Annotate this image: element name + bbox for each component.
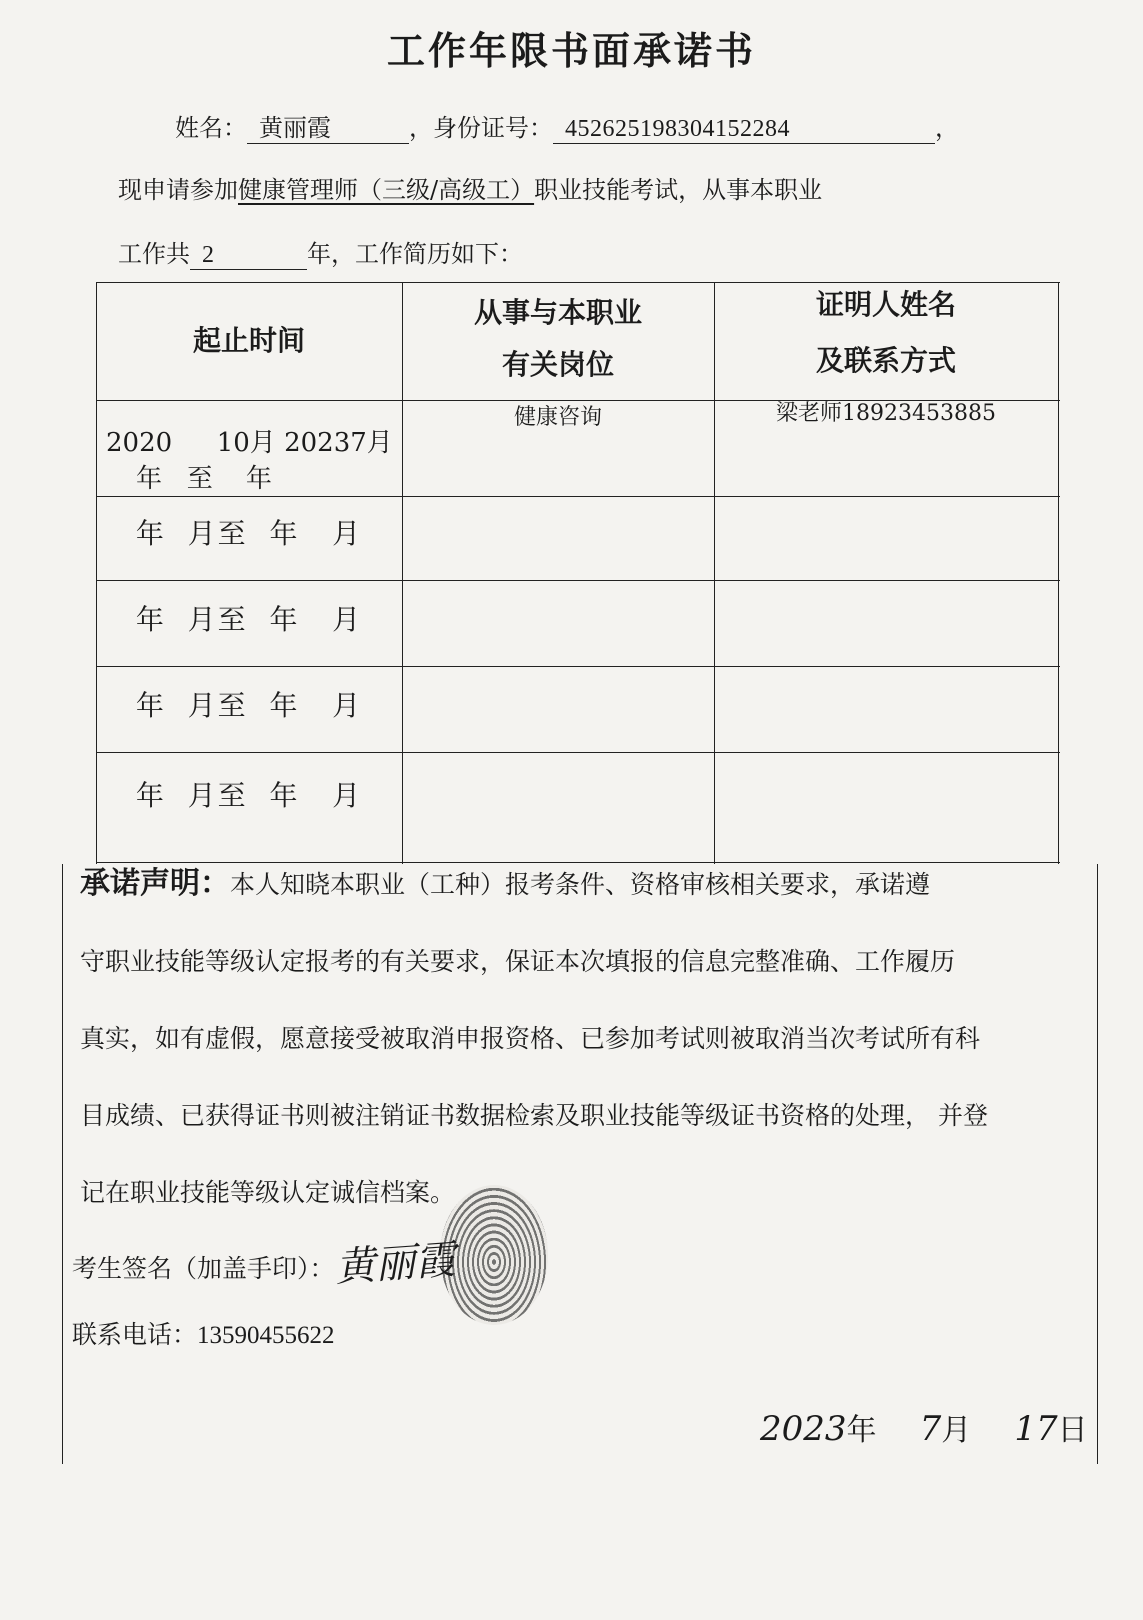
name-id-line [175,108,959,144]
first-row-date-values [106,422,396,459]
thumbprint [440,1185,548,1325]
name-label: 姓名： [175,114,247,142]
date-month-unit: 月 [941,1413,972,1448]
end-year: 2023 [284,428,351,458]
end-month: 7月 [350,428,393,458]
header-witness-line1: 证明人姓名 [815,288,956,321]
start-month: 10月 [216,428,276,458]
statement-line: 真实，如有虚假，愿意接受被取消申报资格、已参加考试则被取消当次考试所有科 [80,1024,981,1053]
date-day: 17 [1014,1409,1058,1449]
first-row-witness: 梁老师18923453885 [776,401,996,426]
signature-name: 黄丽霞 [333,1236,457,1292]
apply-suffix: 职业技能考试，从事本职业 [534,176,823,204]
commitment-statement [80,845,1080,1231]
table-row: 年 月至 年 月 [135,689,363,722]
phone-line [72,1315,335,1351]
header-position-line1: 从事与本职业 [473,296,642,329]
statement-line: 守职业技能等级认定报考的有关要求，保证本次填报的信息完整准确、工作履历 [80,947,956,976]
first-row-date-labels: 年 至 年 [136,464,272,494]
start-year: 2020 [106,428,173,458]
first-row-position: 健康咨询 [513,405,602,430]
date-day-unit: 日 [1057,1413,1088,1448]
signature-line [72,1232,457,1292]
id-tail: ， [935,114,959,142]
statement-lead: 承诺声明： [80,866,230,901]
statement-line: 本人知晓本职业（工种）报考条件、资格审核相关要求，承诺遵 [230,870,931,899]
apply-prefix: 现申请参加 [118,176,238,204]
exam-line [118,170,822,205]
table-row: 年 月至 年 月 [135,603,363,636]
id-label: ，身份证号： [409,114,553,142]
sign-date [760,1405,1088,1449]
years-value: 2 [190,242,307,270]
table-row: 年 月至 年 月 [135,779,363,812]
date-year-unit: 年 [846,1413,877,1448]
header-period: 起止时间 [192,324,305,357]
header-witness-line2: 及联系方式 [815,344,956,377]
header-position-line2: 有关岗位 [501,348,614,381]
years-prefix: 工作共 [118,240,190,268]
statement-line: 目成绩、已获得证书则被注销证书数据检索及职业技能等级证书资格的处理， 并登 [80,1101,988,1130]
table-row: 年 月至 年 月 [135,517,363,550]
document-title: 工作年限书面承诺书 [386,29,756,73]
years-suffix: 年，工作简历如下： [307,240,523,268]
date-year: 2023 [760,1409,847,1449]
phone-label: 联系电话： [72,1320,198,1349]
work-history-table [96,282,1060,864]
statement-line: 记在职业技能等级认定诚信档案。 [80,1178,456,1207]
phone-number: 13590455622 [197,1322,335,1349]
years-line [118,234,523,270]
name-value: 黄丽霞 [247,108,409,144]
id-number: 452625198304152284 [553,116,935,144]
date-month: 7 [919,1409,942,1449]
signature-label: 考生签名（加盖手印）： [72,1254,335,1283]
exam-name: 健康管理师（三级/高级工） [238,176,535,204]
